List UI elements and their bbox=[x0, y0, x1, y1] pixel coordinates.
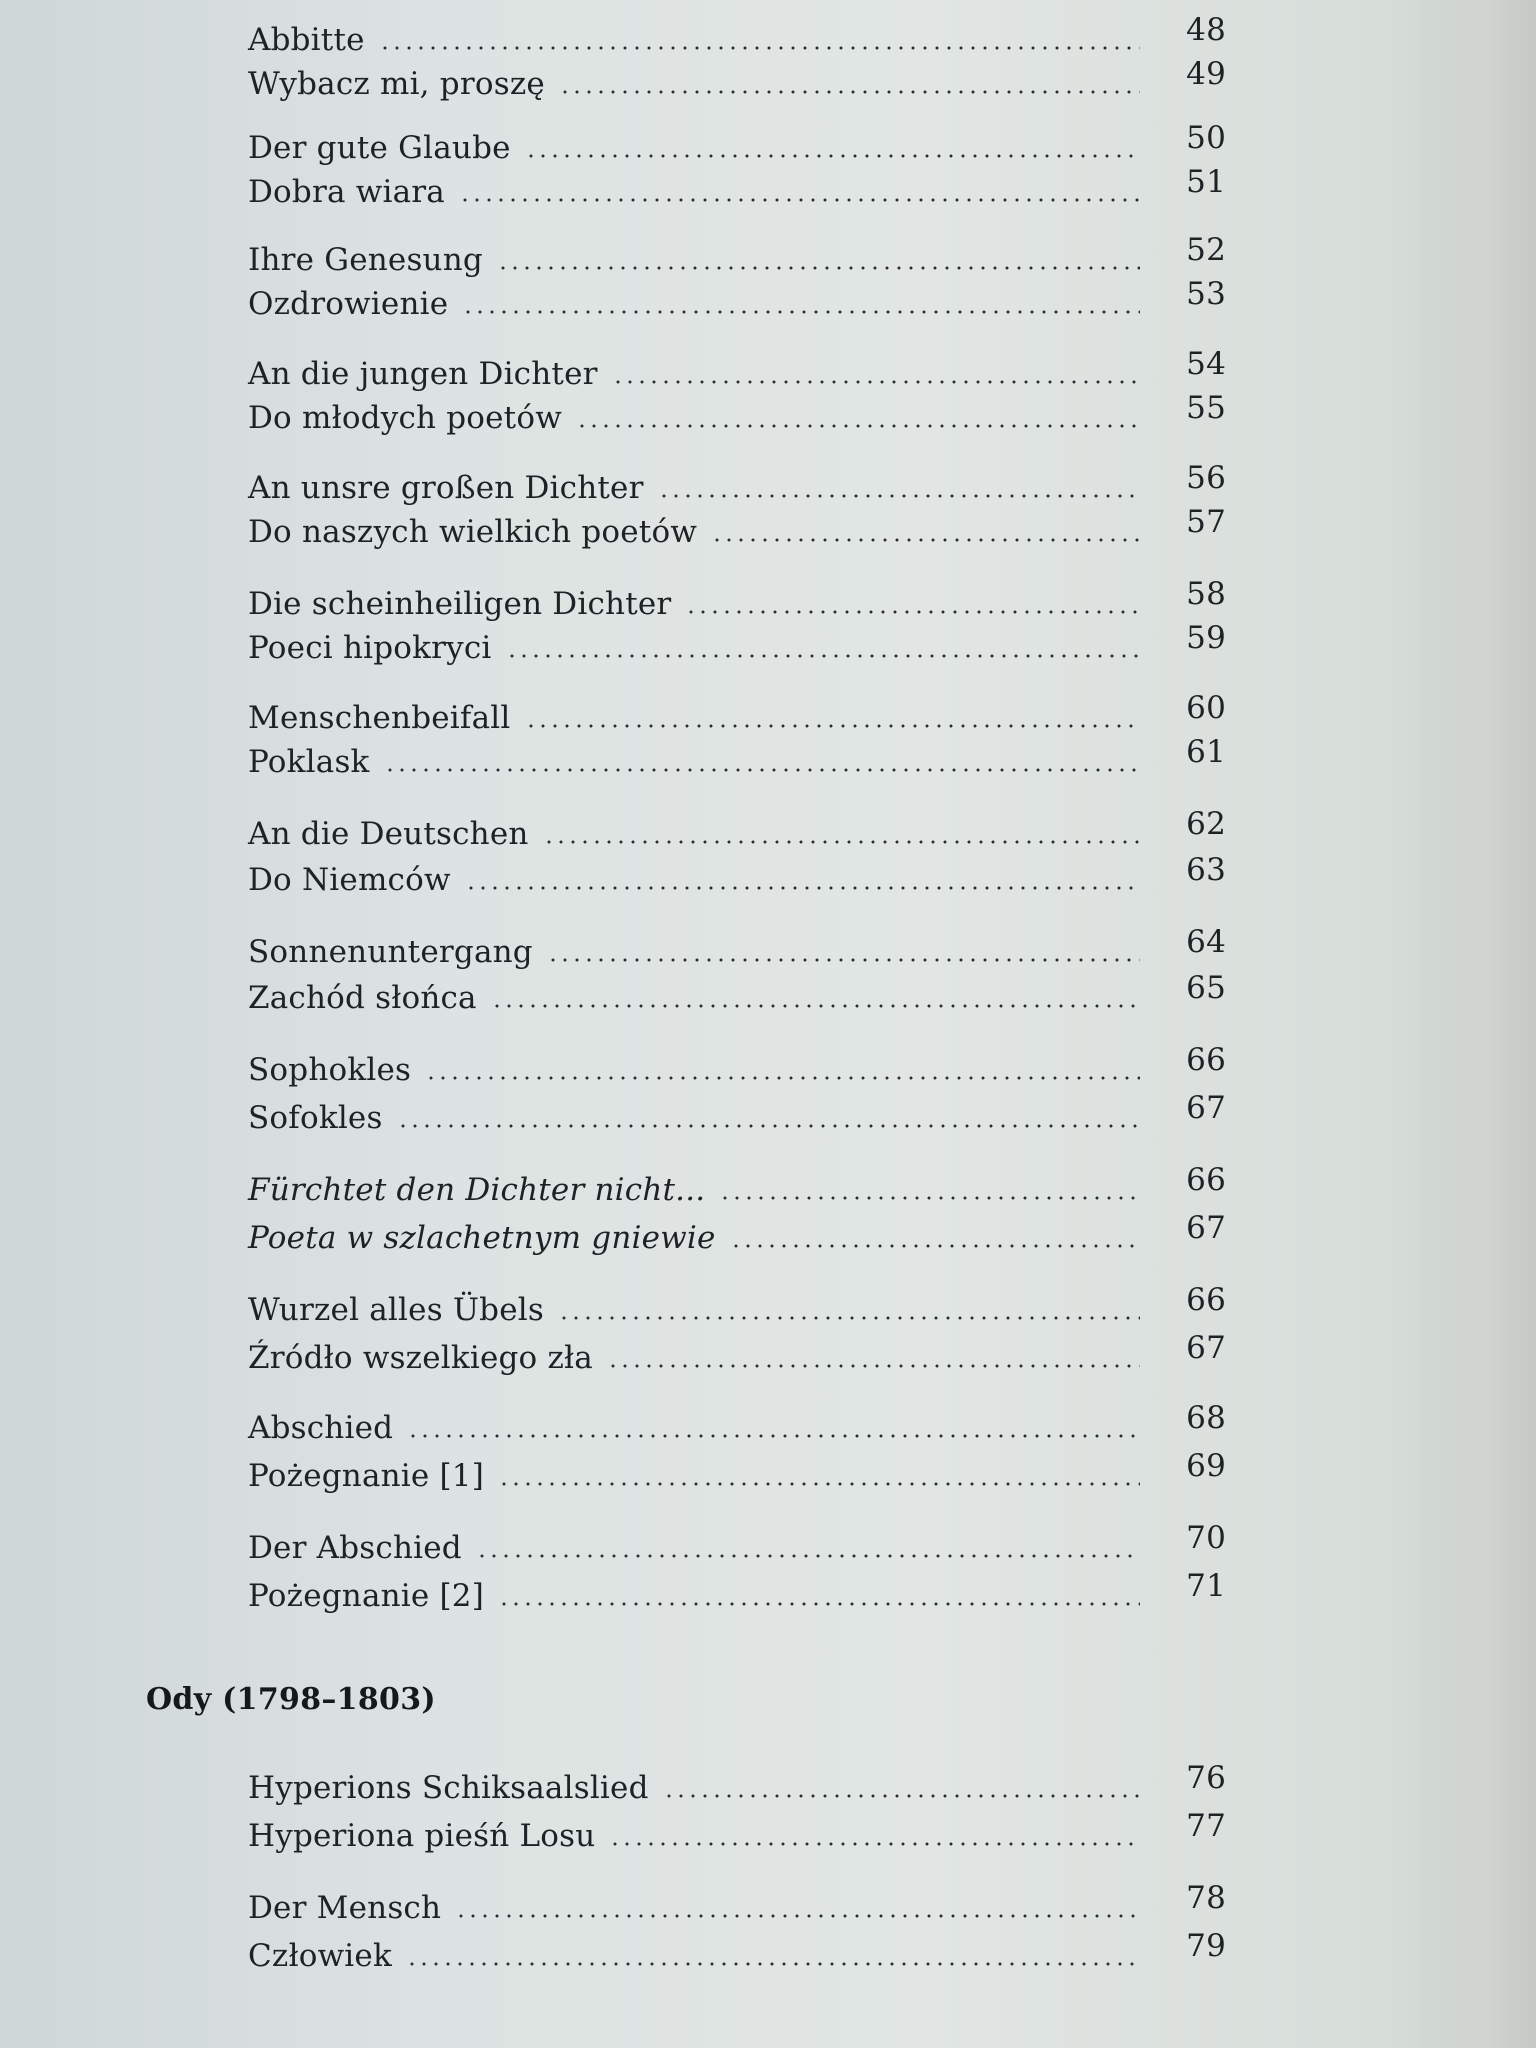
toc-entry bbox=[248, 806, 1226, 856]
dot-leader bbox=[525, 152, 1140, 160]
dot-leader bbox=[425, 1074, 1140, 1082]
dot-leader bbox=[685, 608, 1140, 616]
dot-leader bbox=[612, 378, 1140, 386]
toc-entry-page: 79 bbox=[1186, 1928, 1226, 1964]
toc-entry-title: Sonnenuntergang bbox=[248, 934, 533, 970]
dot-leader bbox=[497, 264, 1140, 272]
toc-entry-page: 48 bbox=[1186, 12, 1226, 48]
toc-entry-page: 61 bbox=[1186, 734, 1226, 770]
dot-leader bbox=[719, 1194, 1140, 1202]
toc-entry-title: An die Deutschen bbox=[248, 816, 529, 852]
toc-entry bbox=[248, 1568, 1226, 1618]
toc-entry-title: Wurzel alles Übels bbox=[248, 1292, 544, 1328]
toc-entry-title: Pożegnanie [1] bbox=[248, 1458, 485, 1494]
toc-entry-page: 77 bbox=[1186, 1808, 1226, 1844]
dot-leader bbox=[384, 766, 1140, 774]
toc-entry-title: Die scheinheiligen Dichter bbox=[248, 586, 672, 622]
page-edge-shadow bbox=[1416, 0, 1536, 2048]
toc-entry-title: Hyperiona pieśń Losu bbox=[248, 1818, 596, 1854]
dot-leader bbox=[609, 1840, 1140, 1848]
dot-leader bbox=[658, 492, 1140, 500]
toc-entry bbox=[248, 924, 1226, 974]
toc-entry-page: 64 bbox=[1186, 924, 1226, 960]
toc-entry bbox=[248, 970, 1226, 1020]
dot-leader bbox=[407, 1432, 1140, 1440]
section-heading: Ody (1798–1803) bbox=[146, 1682, 436, 1717]
dot-leader bbox=[465, 884, 1140, 892]
toc-entry-page: 53 bbox=[1186, 276, 1226, 312]
toc-entry-title: Ozdrowienie bbox=[248, 286, 449, 322]
dot-leader bbox=[663, 1792, 1140, 1800]
toc-entry bbox=[248, 346, 1226, 396]
toc-entry bbox=[248, 56, 1226, 106]
toc-entry bbox=[248, 690, 1226, 740]
toc-entry-page: 67 bbox=[1186, 1330, 1226, 1366]
toc-entry bbox=[248, 12, 1226, 62]
toc-entry bbox=[248, 620, 1226, 670]
toc-entry-title: Der gute Glaube bbox=[248, 130, 511, 166]
dot-leader bbox=[498, 1480, 1140, 1488]
dot-leader bbox=[397, 1122, 1140, 1130]
toc-entry-page: 71 bbox=[1186, 1568, 1226, 1604]
toc-entry-title: Dobra wiara bbox=[248, 174, 445, 210]
dot-leader bbox=[455, 1912, 1140, 1920]
toc-entry-page: 70 bbox=[1186, 1520, 1226, 1556]
toc-entry-title: Pożegnanie [2] bbox=[248, 1578, 485, 1614]
toc-entry-title: Menschenbeifall bbox=[248, 700, 511, 736]
toc-entry-page: 59 bbox=[1186, 620, 1226, 656]
toc-entry-page: 57 bbox=[1186, 504, 1226, 540]
dot-leader bbox=[462, 308, 1140, 316]
toc-entry-title: Człowiek bbox=[248, 1938, 392, 1974]
toc-entry-title: Sophokles bbox=[248, 1052, 412, 1088]
toc-entry-page: 69 bbox=[1186, 1448, 1226, 1484]
toc-entry bbox=[248, 576, 1226, 626]
toc-entry bbox=[248, 1042, 1226, 1092]
toc-entry-page: 62 bbox=[1186, 806, 1226, 842]
toc-entry-page: 68 bbox=[1186, 1400, 1226, 1436]
toc-entry bbox=[248, 1282, 1226, 1332]
dot-leader bbox=[506, 652, 1140, 660]
dot-leader bbox=[498, 1600, 1140, 1608]
dot-leader bbox=[558, 1314, 1140, 1322]
dot-leader bbox=[379, 44, 1140, 52]
toc-entry bbox=[248, 1210, 1226, 1260]
toc-entry-page: 52 bbox=[1186, 232, 1226, 268]
toc-entry-title: Do naszych wielkich poetów bbox=[248, 514, 698, 550]
toc-entry-title: Sofokles bbox=[248, 1100, 383, 1136]
toc-entry bbox=[248, 120, 1226, 170]
toc-entry-title: Do młodych poetów bbox=[248, 400, 562, 436]
toc-entry-title: Fürchtet den Dichter nicht... bbox=[248, 1172, 706, 1208]
toc-entry bbox=[248, 734, 1226, 784]
dot-leader bbox=[730, 1242, 1140, 1250]
toc-entry-title: Poeta w szlachetnym gniewie bbox=[248, 1220, 716, 1256]
dot-leader bbox=[547, 956, 1140, 964]
toc-entry-page: 67 bbox=[1186, 1210, 1226, 1246]
toc-entry-page: 51 bbox=[1186, 164, 1226, 200]
toc-entry bbox=[248, 232, 1226, 282]
toc-entry bbox=[248, 504, 1226, 554]
toc-entry bbox=[248, 1760, 1226, 1810]
dot-leader bbox=[476, 1552, 1140, 1560]
toc-entry bbox=[248, 1448, 1226, 1498]
toc-entry-page: 60 bbox=[1186, 690, 1226, 726]
toc-entry-title: Ihre Genesung bbox=[248, 242, 483, 278]
toc-entry-title: Abschied bbox=[248, 1410, 394, 1446]
toc-entry-page: 66 bbox=[1186, 1162, 1226, 1198]
toc-entry-page: 50 bbox=[1186, 120, 1226, 156]
dot-leader bbox=[607, 1362, 1140, 1370]
dot-leader bbox=[711, 536, 1140, 544]
toc-entry-title: An die jungen Dichter bbox=[248, 356, 598, 392]
toc-entry bbox=[248, 1400, 1226, 1450]
toc-entry-title: Zachód słońca bbox=[248, 980, 477, 1016]
toc-entry-title: Der Mensch bbox=[248, 1890, 442, 1926]
toc-entry bbox=[248, 390, 1226, 440]
toc-entry bbox=[248, 1330, 1226, 1380]
dot-leader bbox=[543, 838, 1140, 846]
toc-entry-page: 55 bbox=[1186, 390, 1226, 426]
toc-entry-title: Poeci hipokryci bbox=[248, 630, 492, 666]
toc-entry bbox=[248, 1808, 1226, 1858]
toc-entry bbox=[248, 1880, 1226, 1930]
toc-entry bbox=[248, 276, 1226, 326]
dot-leader bbox=[525, 722, 1141, 730]
toc-entry bbox=[248, 1928, 1226, 1978]
toc-entry-page: 49 bbox=[1186, 56, 1226, 92]
toc-entry-page: 56 bbox=[1186, 460, 1226, 496]
toc-entry bbox=[248, 1090, 1226, 1140]
toc-entry-title: Abbitte bbox=[248, 22, 365, 58]
dot-leader bbox=[459, 196, 1140, 204]
toc-entry-page: 66 bbox=[1186, 1042, 1226, 1078]
toc-entry bbox=[248, 1520, 1226, 1570]
dot-leader bbox=[559, 88, 1140, 96]
toc-entry-page: 58 bbox=[1186, 576, 1226, 612]
toc-entry-page: 54 bbox=[1186, 346, 1226, 382]
toc-entry-page: 76 bbox=[1186, 1760, 1226, 1796]
toc-entry bbox=[248, 460, 1226, 510]
toc-entry-title: Poklask bbox=[248, 744, 370, 780]
dot-leader bbox=[576, 422, 1140, 430]
toc-entry-title: Źródło wszelkiego zła bbox=[248, 1340, 593, 1376]
toc-entry bbox=[248, 1162, 1226, 1212]
toc-entry-page: 78 bbox=[1186, 1880, 1226, 1916]
toc-entry-page: 67 bbox=[1186, 1090, 1226, 1126]
toc-entry-title: An unsre großen Dichter bbox=[248, 470, 644, 506]
toc-entry-title: Hyperions Schiksaalslied bbox=[248, 1770, 649, 1806]
toc-entry bbox=[248, 164, 1226, 214]
toc-entry-title: Der Abschied bbox=[248, 1530, 462, 1566]
toc-entry-title: Wybacz mi, proszę bbox=[248, 66, 545, 102]
toc-entry bbox=[248, 852, 1226, 902]
toc-entry-page: 63 bbox=[1186, 852, 1226, 888]
toc-entry-page: 66 bbox=[1186, 1282, 1226, 1318]
dot-leader bbox=[406, 1960, 1140, 1968]
toc-entry-page: 65 bbox=[1186, 970, 1226, 1006]
dot-leader bbox=[491, 1002, 1140, 1010]
toc-entry-title: Do Niemców bbox=[248, 862, 451, 898]
